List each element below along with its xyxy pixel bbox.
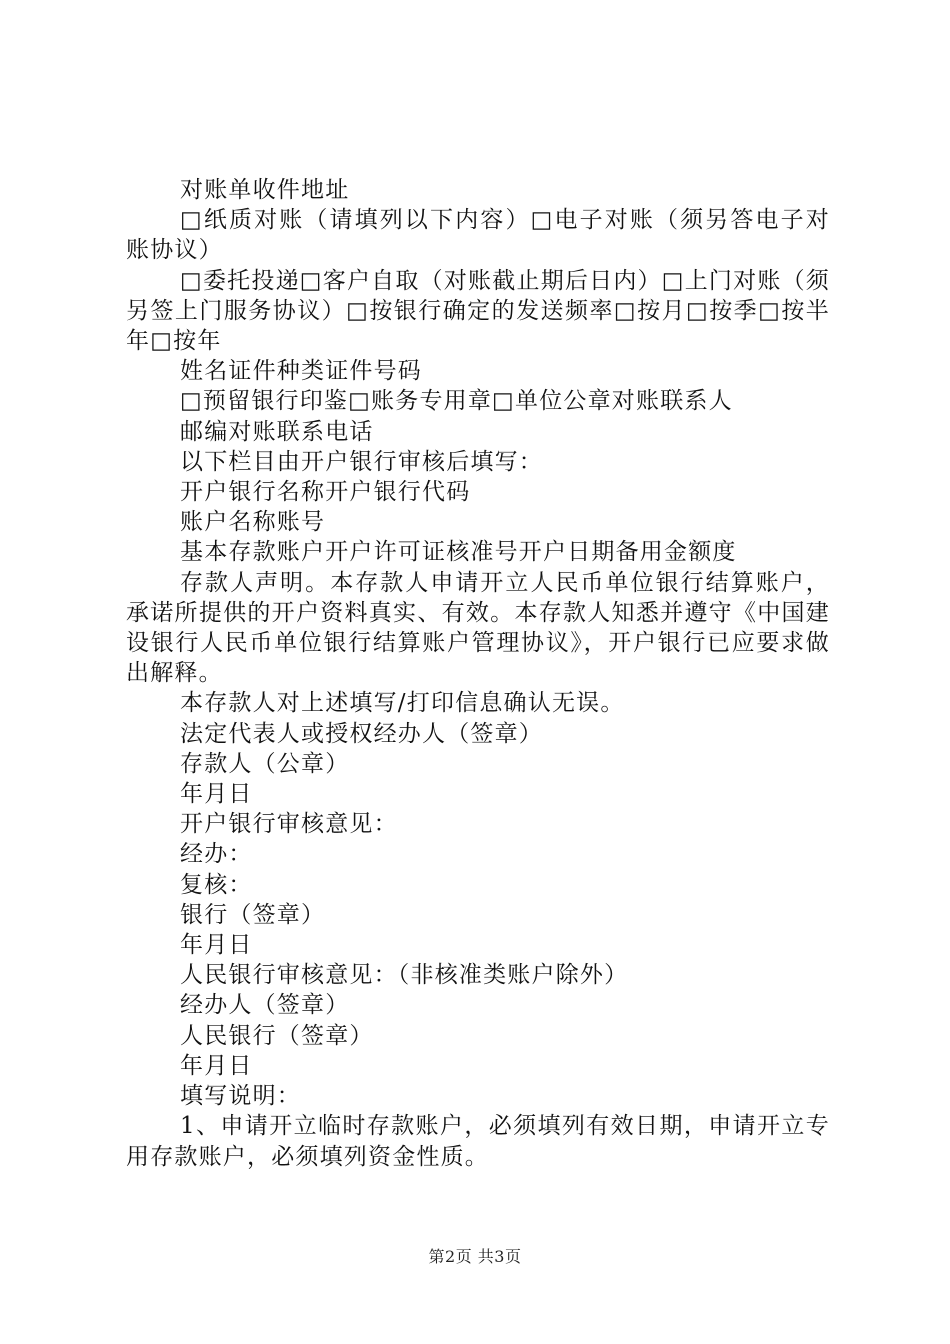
text-line: 经办： xyxy=(180,841,253,868)
text-line: 以下栏目由开户银行审核后填写： xyxy=(180,448,543,475)
text-line: 复核： xyxy=(180,871,253,898)
text-paragraph: □纸质对账（请填列以下内容）□电子对账（须另答电子对账协议） xyxy=(126,207,830,264)
document-body xyxy=(126,175,830,1172)
text-line: 对账单收件地址 xyxy=(180,177,350,203)
text-line: 开户银行名称开户银行代码 xyxy=(180,479,471,506)
text-line: 法定代表人或授权经办人（签章） xyxy=(180,720,543,747)
text-line: 年月日 xyxy=(180,1052,253,1079)
page-footer xyxy=(0,1244,950,1267)
text-line: 人民银行（签章） xyxy=(180,1022,374,1049)
text-line: 开户银行审核意见： xyxy=(180,811,398,838)
text-line: 经办人（签章） xyxy=(180,992,350,1019)
text-line: 银行（签章） xyxy=(180,901,326,928)
text-line: 年月日 xyxy=(180,781,253,808)
text-line: 邮编对账联系电话 xyxy=(180,418,374,445)
text-line: 本存款人对上述填写/打印信息确认无误。 xyxy=(180,690,625,717)
text-line: 基本存款账户开户许可证核准号开户日期备用金额度 xyxy=(180,539,737,566)
text-paragraph: 存款人声明。本存款人申请开立人民币单位银行结算账户，承诺所提供的开户资料真实、有效。本存款人知悉并遵守《中国建设银行人民币单位银行结算账户管理协议》，开户银行已应要求做出解释。 xyxy=(126,569,830,687)
page-number-label: 第2页 共3页 xyxy=(428,1247,522,1266)
text-line: 存款人（公章） xyxy=(180,750,350,777)
text-line: 填写说明： xyxy=(180,1083,301,1110)
text-paragraph: □委托投递□客户自取（对账截止期后日内）□上门对账（须另签上门服务协议）□按银行确定的发送频率□按月□按季□按半年□按年 xyxy=(126,267,830,355)
text-line: □预留银行印鉴□账务专用章□单位公章对账联系人 xyxy=(180,388,733,415)
text-line: 年月日 xyxy=(180,932,253,959)
text-line: 人民银行审核意见：（非核准类账户除外） xyxy=(180,962,629,989)
text-line: 账户名称账号 xyxy=(180,509,326,536)
text-paragraph: 1、申请开立临时存款账户，必须填列有效日期，申请开立专用存款账户，必须填列资金性质。 xyxy=(126,1113,830,1170)
text-line: 姓名证件种类证件号码 xyxy=(180,358,422,385)
